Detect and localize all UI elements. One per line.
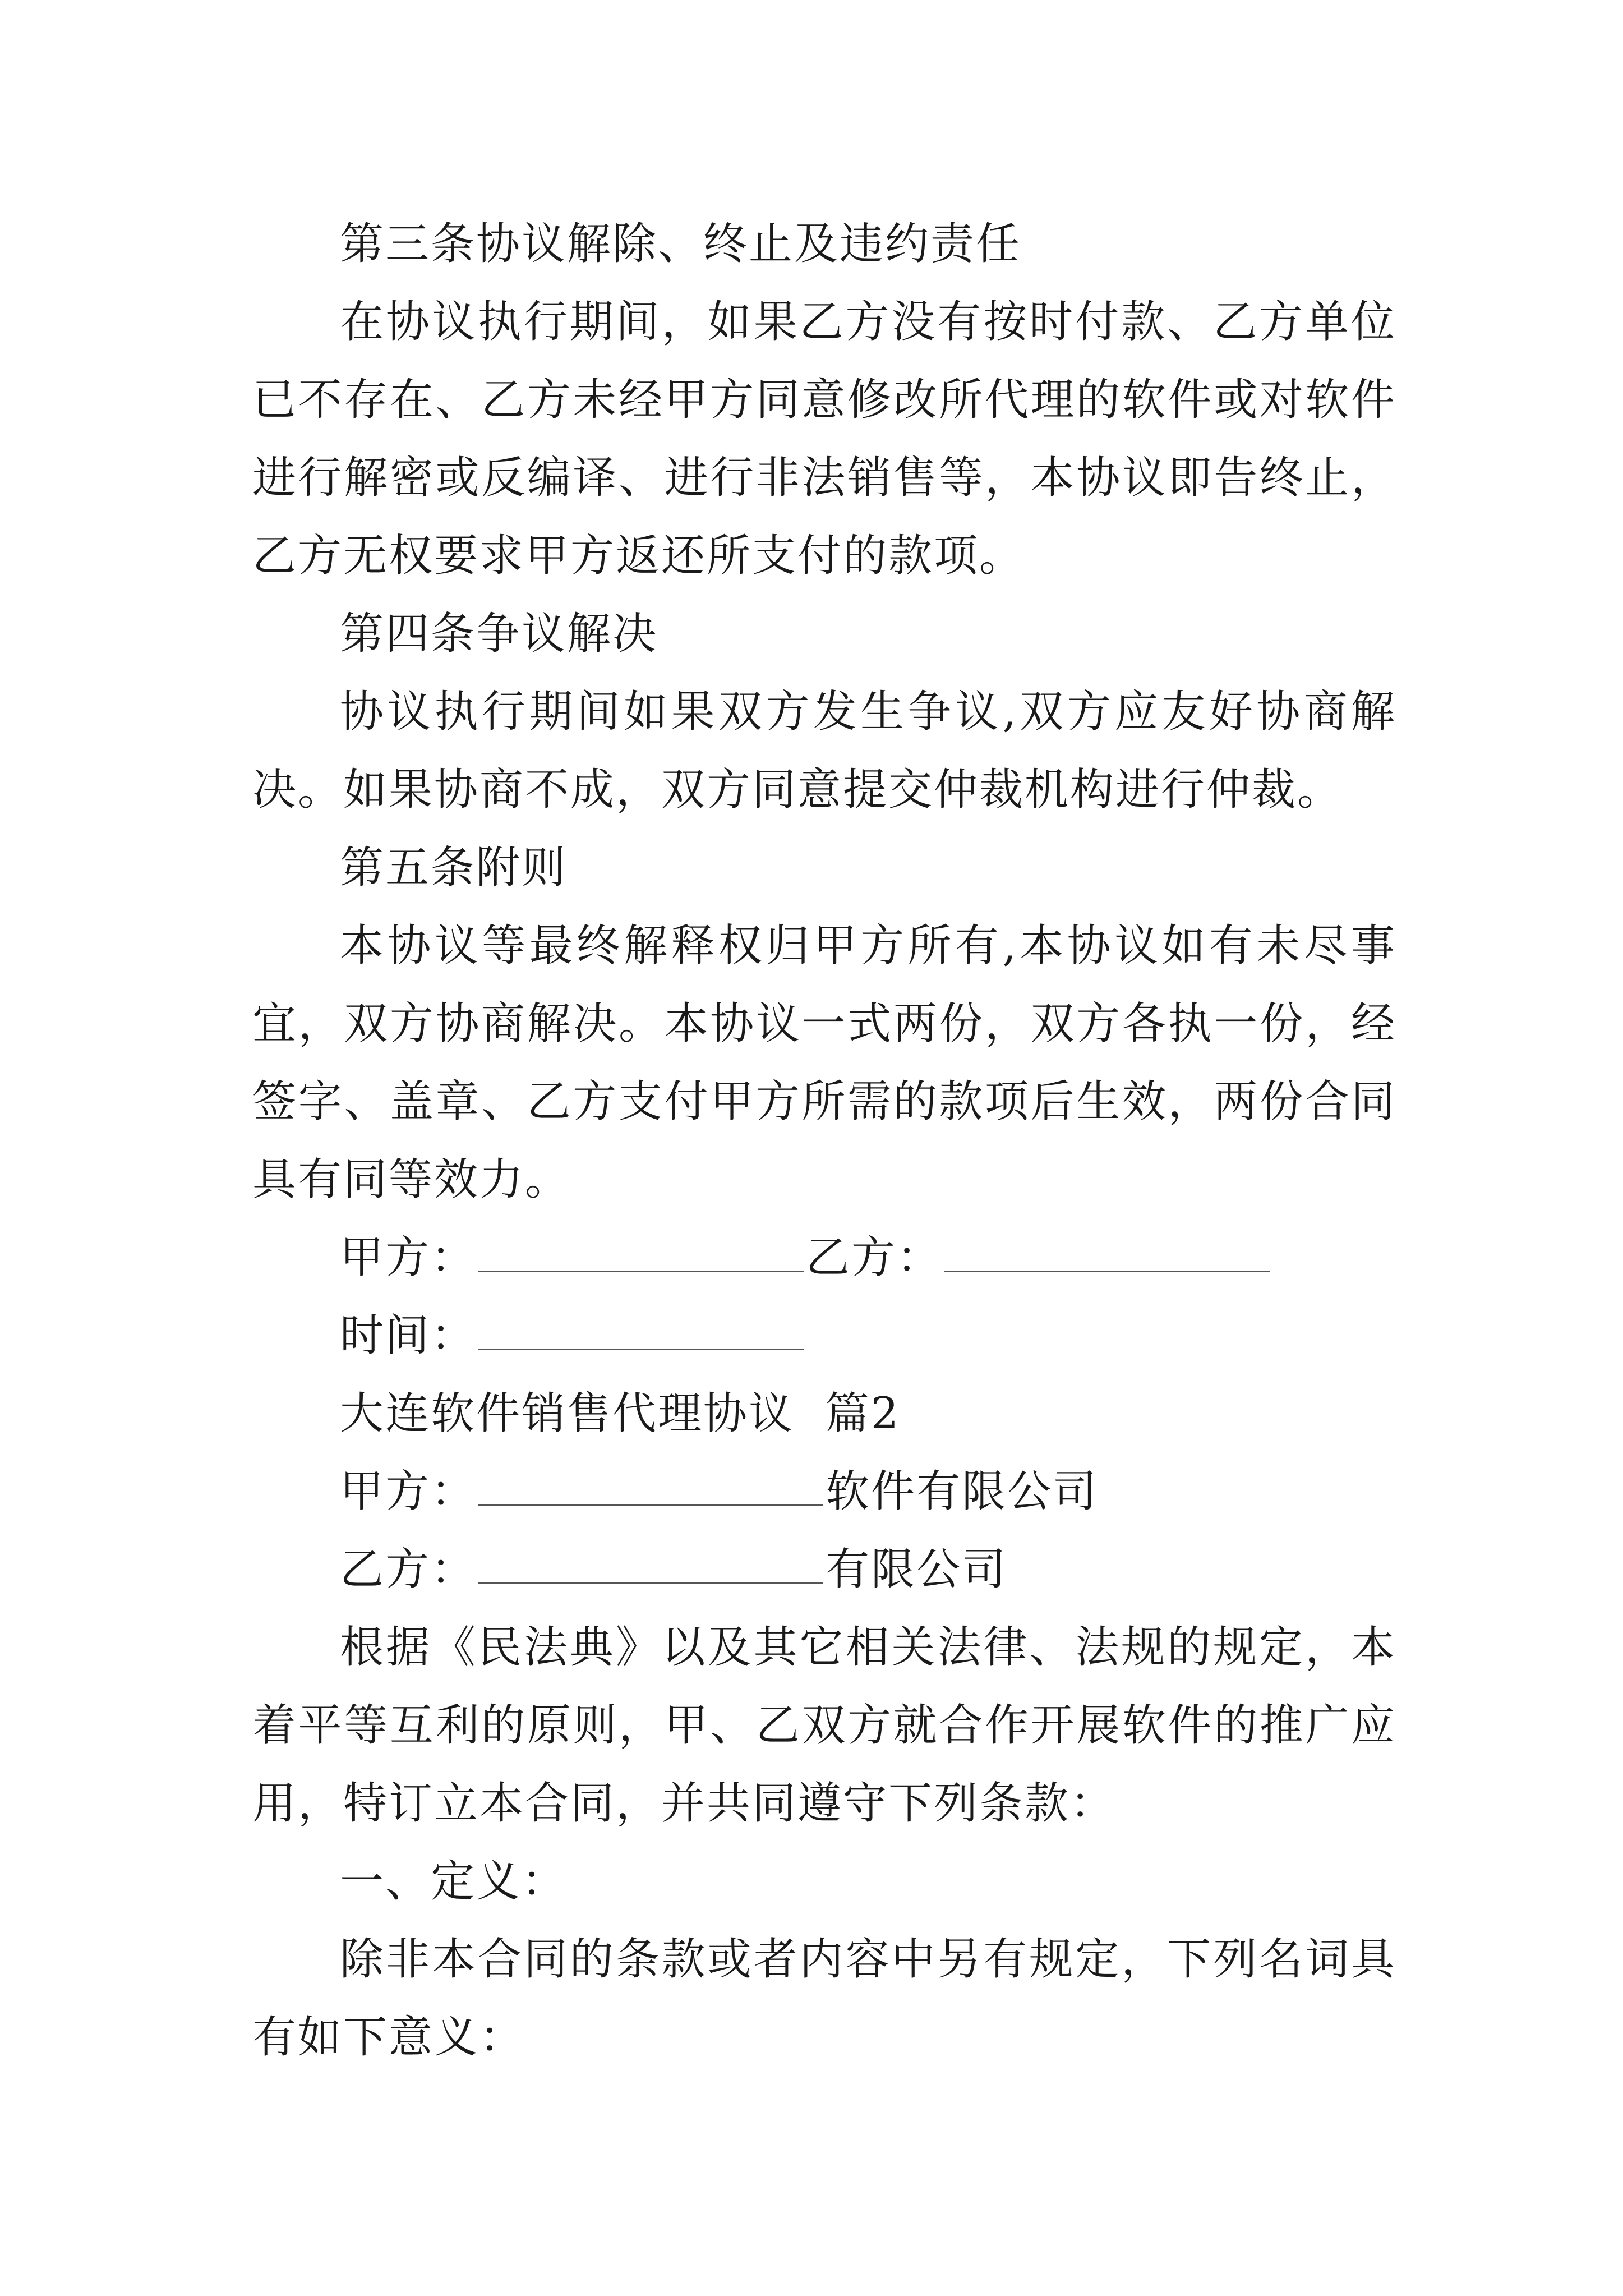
party-b-signature-blank: [944, 1237, 1270, 1272]
part2-party-a-suffix: 软件有限公司: [826, 1466, 1099, 1517]
party-b-label: 乙方：: [806, 1232, 943, 1283]
part2-party-b-label: 乙方：: [340, 1544, 477, 1595]
party-a-label: 甲方：: [340, 1232, 477, 1283]
part2-party-a-blank: [478, 1471, 823, 1506]
signature-row-parties: [252, 1219, 1396, 1297]
part2-party-b-suffix: 有限公司: [826, 1544, 1008, 1595]
signature-row-time: [252, 1297, 1396, 1375]
article5-body: 本协议等最终解释权归甲方所有,本协议如有未尽事宜，双方协商解决。本协议一式两份，双方各执一份，经签字、盖章、乙方支付甲方所需的款项后生效，两份合同具有同等效力。: [252, 921, 1396, 1205]
part2-party-a-row: [252, 1453, 1396, 1531]
part2-party-a-label: 甲方：: [340, 1466, 477, 1517]
part2-title: 大连软件销售代理协议 篇2: [340, 1388, 901, 1439]
section1-title: 一、定义：: [340, 1856, 568, 1907]
part2-intro: 根据《民法典》以及其它相关法律、法规的规定，本着平等互利的原则，甲、乙双方就合作开展软件的推广应用，特订立本合同，并共同遵守下列条款：: [252, 1622, 1396, 1829]
party-a-signature-blank: [478, 1237, 804, 1272]
article5-title: 第五条附则: [340, 843, 568, 893]
part2-party-b-blank: [478, 1549, 823, 1584]
article3-title: 第三条协议解除、终止及违约责任: [340, 219, 1022, 269]
article3-body: 在协议执行期间，如果乙方没有按时付款、乙方单位已不存在、乙方未经甲方同意修改所代理的软件或对软件进行解密或反编译、进行非法销售等，本协议即告终止，乙方无权要求甲方返还所支付的款项。: [252, 297, 1396, 581]
document-body: [252, 205, 1396, 2077]
section1-body: 除非本合同的条款或者内容中另有规定，下列名词具有如下意义：: [252, 1934, 1396, 2063]
time-label: 时间：: [340, 1310, 477, 1361]
part2-party-b-row: [252, 1531, 1396, 1609]
article4-title: 第四条争议解决: [340, 609, 658, 659]
article4-body: 协议执行期间如果双方发生争议,双方应友好协商解决。如果协商不成，双方同意提交仲裁机构进行仲裁。: [252, 687, 1396, 815]
time-blank: [478, 1315, 804, 1350]
